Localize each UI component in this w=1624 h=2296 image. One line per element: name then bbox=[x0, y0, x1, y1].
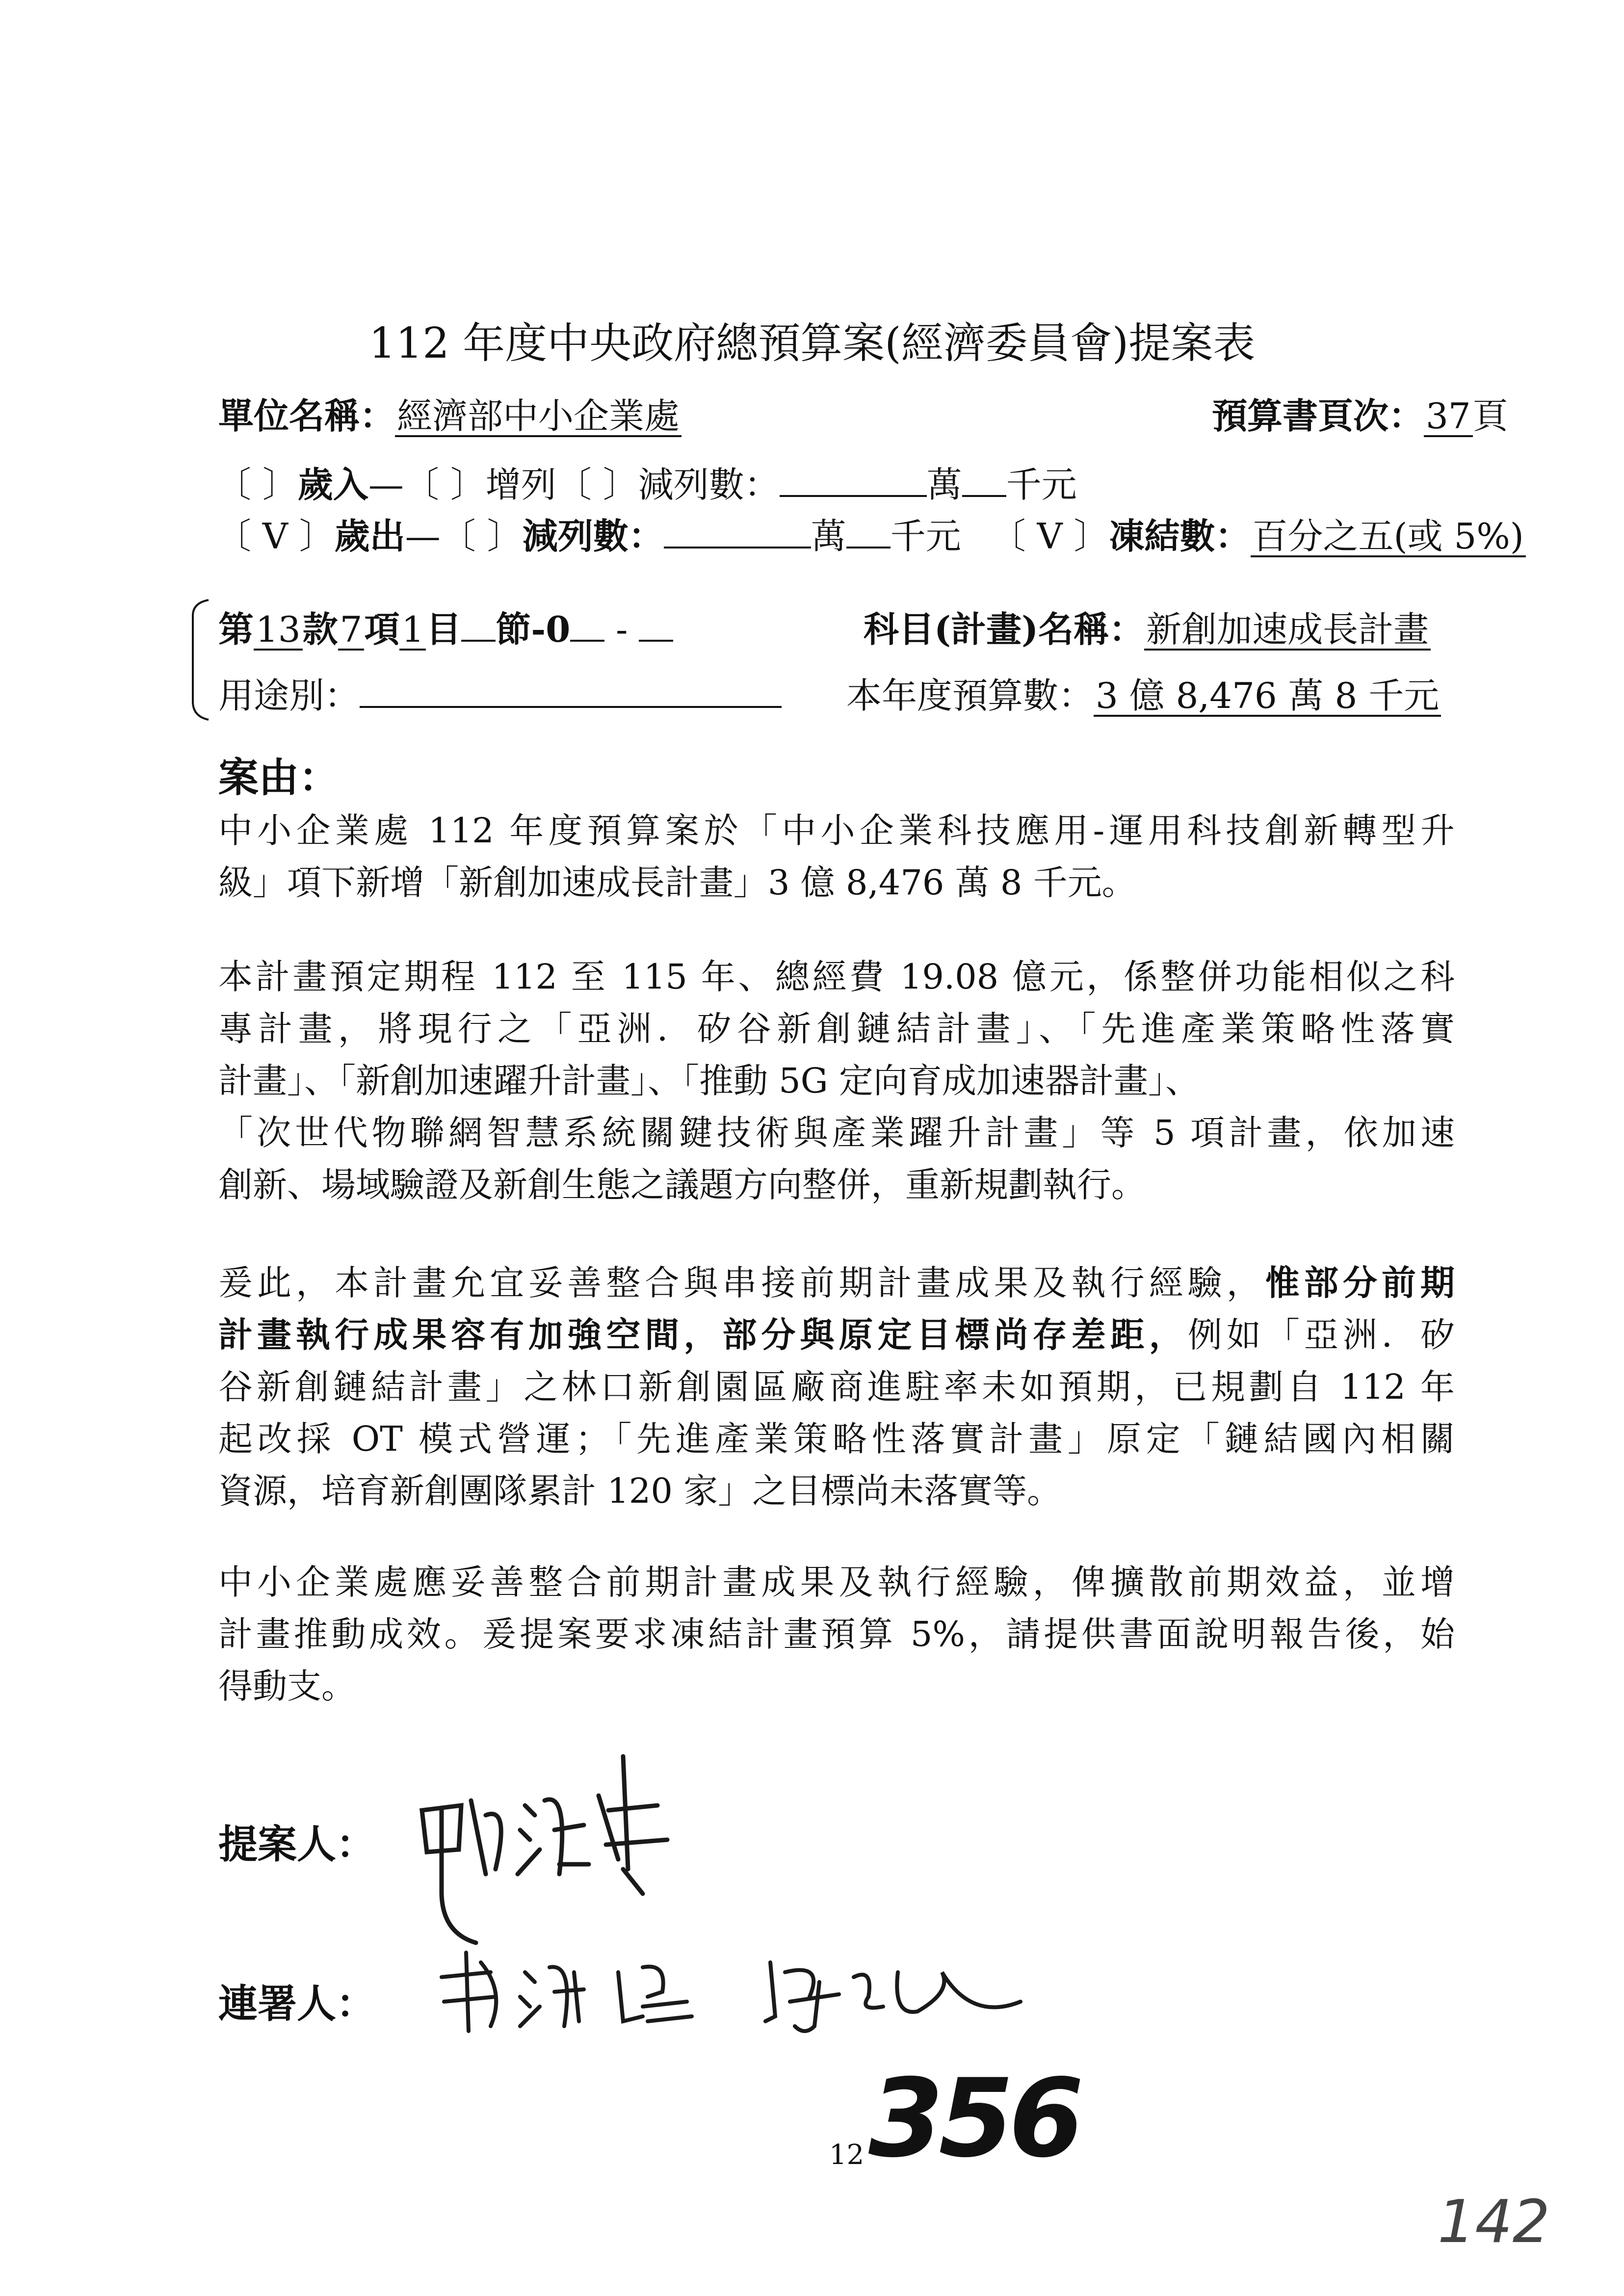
blank-qian bbox=[962, 466, 1006, 497]
wan-label: 萬 bbox=[926, 464, 962, 505]
kuan-value: 13 bbox=[254, 611, 303, 651]
checkbox-freeze: 〔 V 〕 bbox=[990, 516, 1109, 557]
blank bbox=[639, 610, 673, 642]
cosigner-signatures bbox=[432, 1943, 1050, 2041]
blank-jie bbox=[461, 610, 496, 642]
text-line: 起改採 OT 模式營運；「先進產業策略性落實計畫」原定「鏈結國內相關 bbox=[218, 1419, 1455, 1459]
unit-name-field bbox=[218, 388, 681, 439]
revenue-label: 歲入 bbox=[297, 464, 368, 505]
paragraph-3 bbox=[218, 1257, 1455, 1517]
blank-wan bbox=[664, 517, 811, 548]
page-number: 12 bbox=[829, 2139, 864, 2171]
proposer-label: 提案人： bbox=[218, 1821, 375, 1867]
unit-value: 經濟部中小企業處 bbox=[395, 398, 681, 437]
text-line bbox=[218, 1309, 1455, 1361]
budget-value: 3 億 8,476 萬 8 千元 bbox=[1094, 678, 1441, 717]
text-line: 谷新創鏈結計畫」之林口新創園區廠商進駐率未如預期，已規劃自 112 年 bbox=[218, 1367, 1455, 1407]
checkbox-revenue: 〔 〕 bbox=[216, 464, 298, 505]
proposer-signature bbox=[412, 1747, 687, 1953]
checkbox-increase: 〔 〕 bbox=[403, 464, 486, 505]
mu-label: 目 bbox=[426, 608, 462, 650]
checkbox-expense: 〔 V 〕 bbox=[216, 516, 335, 557]
di-label: 第 bbox=[218, 608, 254, 650]
expense-line bbox=[216, 508, 1526, 559]
unit-label: 單位名稱： bbox=[218, 395, 395, 437]
bracket-brace-icon bbox=[184, 596, 213, 724]
document-title: 112 年度中央政府總預算案(經濟委員會)提案表 bbox=[368, 319, 1256, 368]
bold-text-span: 計畫執行成果容有加強空間，部分與原定目標尚存差距， bbox=[218, 1314, 1188, 1355]
text-span: 爰此，本計畫允宜妥善整合與串接前期計畫成果及執行經驗， bbox=[218, 1263, 1265, 1303]
decrease-label: 減列數： bbox=[638, 464, 780, 505]
text-line: 計畫」、「新創加速躍升計畫」、「推動 5G 定向育成加速器計畫」、 bbox=[218, 1061, 1200, 1101]
usage-label: 用途別： bbox=[218, 675, 360, 716]
kuan-label: 款 bbox=[302, 608, 338, 650]
text-line bbox=[218, 1257, 1455, 1309]
text-line: 中小企業處應妥善整合前期計畫成果及執行經驗，俾擴散前期效益，並增 bbox=[218, 1562, 1455, 1602]
qian-label: 千元 bbox=[890, 516, 961, 557]
dash: — bbox=[405, 516, 441, 557]
subject-field bbox=[864, 601, 1431, 652]
page-ref-value: 37 bbox=[1424, 398, 1473, 437]
text-line: 專計畫，將現行之「亞洲．矽谷新創鏈結計畫」、「先進產業策略性落實 bbox=[218, 1009, 1455, 1049]
qian-label: 千元 bbox=[1006, 464, 1077, 505]
checkbox-decrease: 〔 〕 bbox=[556, 464, 638, 505]
freeze-value: 百分之五(或 5%) bbox=[1251, 518, 1526, 557]
budget-label: 本年度預算數： bbox=[846, 675, 1094, 716]
subject-label: 科目(計畫)名稱： bbox=[864, 608, 1145, 650]
dash: — bbox=[368, 464, 404, 505]
xiang-value: 7 bbox=[338, 611, 365, 651]
handwritten-stamp-number: 356 bbox=[868, 2056, 1079, 2181]
handwritten-corner-number: 142 bbox=[1438, 2188, 1550, 2256]
blank-wan bbox=[780, 466, 927, 497]
page-ref-label: 預算書頁次： bbox=[1212, 395, 1424, 437]
freeze-label: 凍結數： bbox=[1109, 515, 1251, 557]
paragraph-2 bbox=[218, 951, 1455, 1211]
dash: - bbox=[604, 609, 639, 650]
paragraph-1 bbox=[218, 805, 1455, 909]
bold-text-span: 惟部分前期 bbox=[1265, 1262, 1455, 1303]
text-line: 資源，培育新創團隊累計 120 家」之目標尚未落實等。 bbox=[218, 1471, 1062, 1511]
budget-field bbox=[846, 667, 1441, 718]
increase-label: 增列 bbox=[485, 464, 556, 505]
subject-value: 新創加速成長計畫 bbox=[1144, 611, 1431, 651]
page-ref-suffix: 頁 bbox=[1472, 395, 1508, 437]
text-line: 本計畫預定期程 112 至 115 年、總經費 19.08 億元，係整併功能相似之科 bbox=[218, 957, 1455, 997]
jie-label: 節-0 bbox=[496, 608, 571, 650]
text-line: 得動支。 bbox=[218, 1666, 356, 1706]
text-line: 計畫推動成效。爰提案要求凍結計畫預算 5%，請提供書面說明報告後，始 bbox=[218, 1614, 1455, 1654]
usage-field bbox=[218, 667, 782, 718]
revenue-line bbox=[216, 456, 1077, 507]
page-ref-field bbox=[1212, 388, 1508, 439]
text-span: 例如「亞洲．矽 bbox=[1187, 1315, 1455, 1355]
mu-value: 1 bbox=[399, 611, 426, 651]
xiang-label: 項 bbox=[364, 608, 400, 650]
expense-label: 歲出 bbox=[334, 515, 405, 557]
decrease-label: 減列數： bbox=[522, 515, 664, 557]
blank-qian bbox=[846, 517, 891, 548]
reason-heading: 案由： bbox=[218, 754, 340, 801]
text-line: 級」項下新增「新創加速成長計畫」3 億 8,476 萬 8 千元。 bbox=[218, 862, 1136, 903]
text-line: 「次世代物聯網智慧系統關鍵技術與產業躍升計畫」等 5 項計畫，依加速 bbox=[218, 1113, 1455, 1153]
usage-blank bbox=[360, 677, 782, 708]
blank bbox=[570, 610, 604, 642]
checkbox-decrease: 〔 〕 bbox=[440, 516, 523, 557]
wan-label: 萬 bbox=[811, 516, 846, 557]
text-line: 創新、場域驗證及新創生態之議題方向整併，重新規劃執行。 bbox=[218, 1165, 1146, 1205]
text-line: 中小企業處 112 年度預算案於「中小企業科技應用-運用科技創新轉型升 bbox=[218, 810, 1455, 851]
cosigner-label: 連署人： bbox=[218, 1981, 375, 2027]
item-line bbox=[218, 601, 673, 652]
paragraph-4 bbox=[218, 1556, 1455, 1712]
